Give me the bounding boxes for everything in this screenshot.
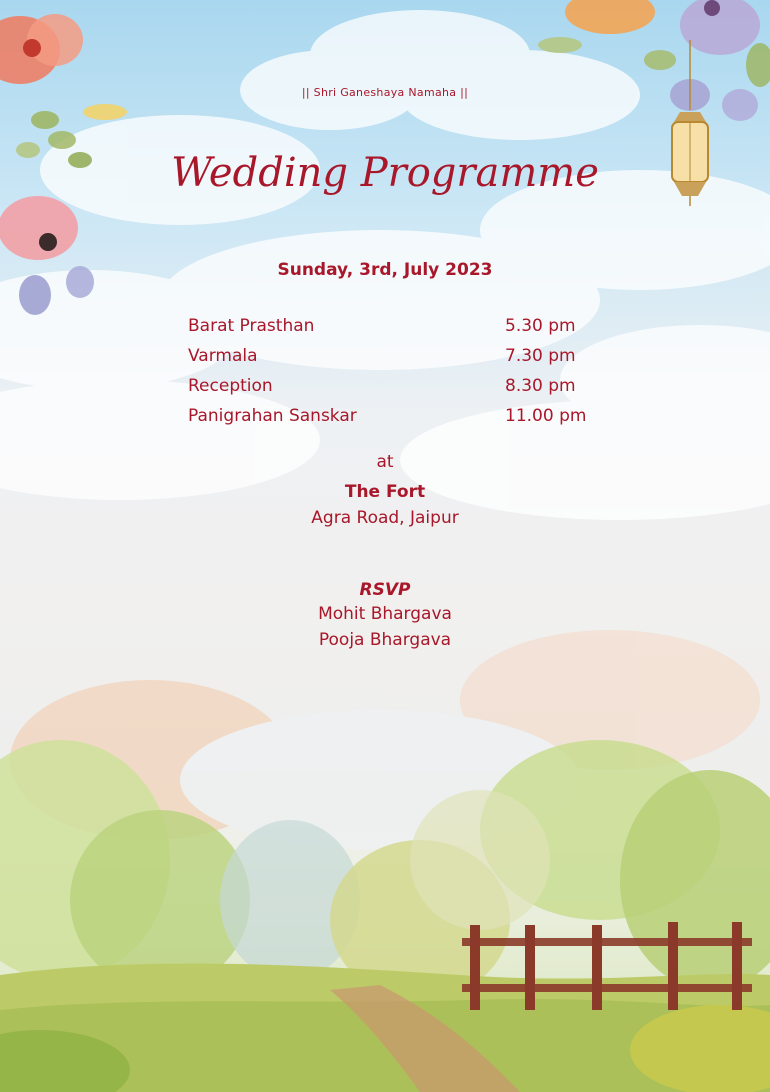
schedule-row [188,376,588,406]
invocation-text: || Shri Ganeshaya Namaha || [301,86,469,99]
schedule-list [188,316,588,436]
venue-address: Agra Road, Jaipur [311,508,459,528]
rsvp-contact: Mohit Bhargava [318,604,452,624]
schedule-row [188,316,588,346]
venue-name: The Fort [344,482,426,502]
schedule-event: Barat Prasthan [188,316,315,336]
schedule-time: 8.30 pm [505,376,576,396]
page-title: Wedding Programme [171,150,599,196]
schedule-time: 11.00 pm [505,406,587,426]
schedule-time: 7.30 pm [505,346,576,366]
rsvp-contact: Pooja Bhargava [318,630,452,650]
schedule-event: Panigrahan Sanskar [188,406,357,426]
schedule-event: Varmala [188,346,258,366]
schedule-time: 5.30 pm [505,316,576,336]
event-date: Sunday, 3rd, July 2023 [277,260,493,280]
rsvp-label: RSVP [359,580,411,600]
schedule-row [188,346,588,376]
venue-connector: at [376,452,394,472]
schedule-event: Reception [188,376,273,396]
schedule-row [188,406,588,436]
